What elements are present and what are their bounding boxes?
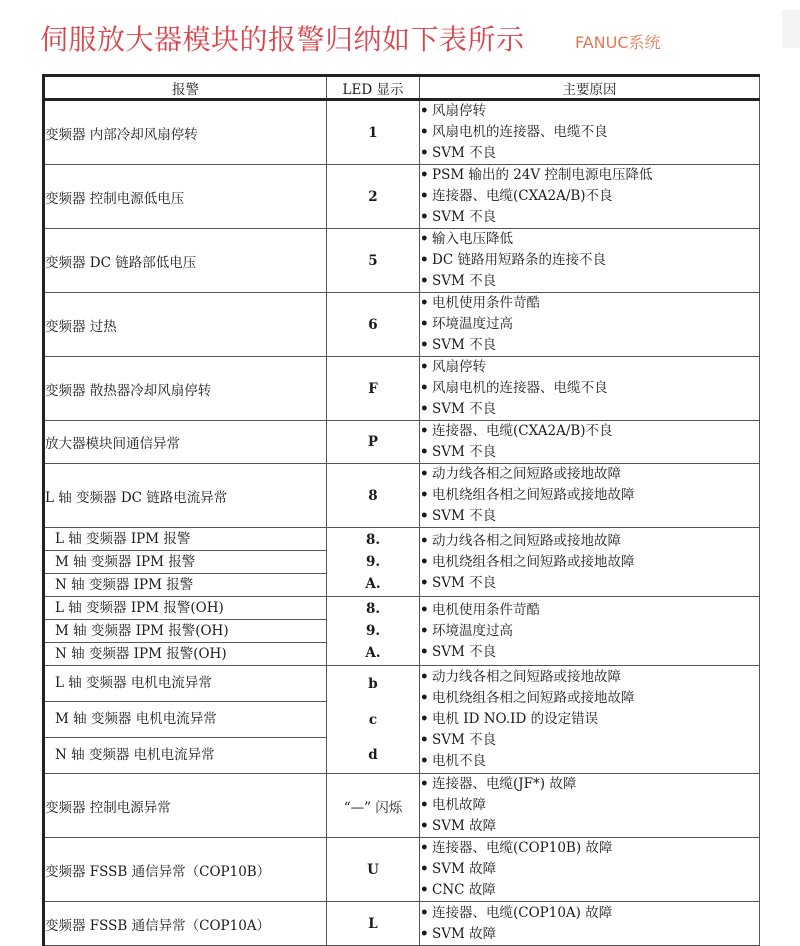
cause-item: • SVM 故障: [420, 924, 759, 945]
led-value: A.: [365, 576, 381, 592]
led-cell: 1: [327, 100, 420, 165]
led-cell: [327, 597, 420, 666]
alarm-line: N 轴 变频器 IPM 报警: [55, 577, 194, 593]
bullet-icon: •: [420, 669, 429, 685]
alarm-cell: 变频器 过热: [44, 293, 327, 357]
cause-item: • 电机使用条件苛酷: [420, 293, 759, 314]
led-value: 9.: [365, 623, 381, 639]
table-row: [44, 293, 760, 357]
led-value: c: [368, 712, 378, 728]
cause-item: • 连接器、电缆(CXA2A/B)不良: [420, 186, 759, 207]
alarm-line: N 轴 变频器 电机电流异常: [55, 747, 215, 763]
led-cell: [327, 528, 420, 597]
table-row: [44, 902, 760, 946]
bullet-icon: •: [420, 553, 429, 570]
led-value: 9.: [365, 554, 381, 570]
led-value: d: [368, 747, 378, 763]
bullet-icon: •: [420, 273, 429, 289]
causes-cell: [420, 666, 760, 774]
bullet-icon: •: [420, 103, 429, 119]
bullet-icon: •: [420, 380, 429, 396]
table-row: [44, 421, 760, 464]
header-alarm: 报警: [44, 76, 327, 100]
cause-item: • 电机使用条件苛酷: [420, 600, 759, 621]
bullet-icon: •: [420, 295, 429, 311]
alarm-cell: [44, 597, 327, 666]
led-cell: [327, 666, 420, 774]
bullet-icon: •: [420, 124, 429, 140]
bullet-icon: •: [420, 840, 429, 856]
cause-item: • 电机故障: [420, 795, 759, 816]
alarm-line: M 轴 变频器 IPM 报警(OH): [45, 620, 326, 643]
cause-item: • 环境温度过高: [420, 314, 759, 335]
bullet-icon: •: [420, 423, 429, 439]
cause-item: • PSM 输出的 24V 控制电源电压降低: [420, 165, 759, 186]
alarm-cell: [44, 528, 327, 597]
bullet-icon: •: [420, 904, 429, 921]
header-led: LED 显示: [327, 76, 420, 100]
led-cell: 2: [327, 165, 420, 229]
cause-item: • 动力线各相之间短路或接地故障: [420, 667, 759, 688]
causes-cell: [420, 528, 760, 597]
cause-item: • SVM 不良: [420, 573, 759, 594]
page-title: 伺服放大器模块的报警归纳如下表所示: [40, 23, 525, 56]
led-cell: 5: [327, 229, 420, 293]
alarm-cell: 变频器 FSSB 通信异常（COP10B）: [44, 838, 327, 902]
causes-cell: [420, 421, 760, 464]
causes-cell: [420, 774, 760, 838]
causes-cell: [420, 902, 760, 946]
alarm-cell: [44, 666, 327, 774]
bullet-icon: •: [420, 188, 429, 204]
table-row: [44, 229, 760, 293]
table-row: [44, 165, 760, 229]
causes-cell: [420, 229, 760, 293]
led-value: A.: [365, 645, 381, 661]
bullet-icon: •: [420, 574, 429, 591]
bullet-icon: •: [420, 401, 429, 417]
alarm-cell: 变频器 控制电源异常: [44, 774, 327, 838]
causes-cell: [420, 165, 760, 229]
cause-item: • 风扇电机的连接器、电缆不良: [420, 122, 759, 143]
bullet-icon: •: [420, 622, 429, 639]
bullet-icon: •: [420, 818, 429, 834]
alarm-cell: 变频器 内部冷却风扇停转: [44, 100, 327, 165]
table-row: [44, 100, 760, 165]
header-cause: 主要原因: [420, 76, 760, 100]
bullet-icon: •: [420, 711, 429, 727]
table-header-row: [44, 76, 760, 100]
cause-item: • 电机绕组各相之间短路或接地故障: [420, 485, 759, 506]
cause-item: • 电机不良: [420, 751, 759, 772]
bullet-icon: •: [420, 882, 429, 898]
cause-item: • DC 链路用短路条的连接不良: [420, 250, 759, 271]
table-body: [44, 100, 760, 946]
bullet-icon: •: [420, 466, 429, 482]
bullet-icon: •: [420, 337, 429, 353]
bullet-icon: •: [420, 532, 429, 549]
alarm-cell: 变频器 FSSB 通信异常（COP10A）: [44, 902, 327, 946]
bullet-icon: •: [420, 797, 429, 813]
bullet-icon: •: [420, 145, 429, 161]
cause-item: • SVM 不良: [420, 207, 759, 228]
alarm-cell: L 轴 变频器 DC 链路电流异常: [44, 464, 327, 528]
cause-item: • SVM 不良: [420, 730, 759, 751]
bullet-icon: •: [420, 231, 429, 247]
alarm-line: L 轴 变频器 IPM 报警(OH): [45, 597, 326, 620]
led-value: 8.: [365, 601, 381, 617]
led-cell: P: [327, 421, 420, 464]
table-row-group-motor-current: [44, 666, 760, 774]
cause-item: • SVM 不良: [420, 506, 759, 527]
cause-item: • SVM 故障: [420, 816, 759, 837]
led-value: 8.: [365, 532, 381, 548]
cause-item: • 风扇停转: [420, 357, 759, 378]
led-cell: U: [327, 838, 420, 902]
cause-item: • 电机绕组各相之间短路或接地故障: [420, 552, 759, 573]
cause-item: • SVM 不良: [420, 399, 759, 420]
alarm-line: N 轴 变频器 IPM 报警(OH): [55, 646, 227, 662]
led-cell: 8: [327, 464, 420, 528]
cause-item: • 环境温度过高: [420, 621, 759, 642]
led-cell: L: [327, 902, 420, 946]
bullet-icon: •: [420, 732, 429, 748]
led-value: b: [368, 676, 378, 692]
cause-item: • 连接器、电缆(JF*) 故障: [420, 774, 759, 795]
page-subtitle: FANUC系统: [575, 33, 661, 52]
alarm-line: L 轴 变频器 电机电流异常: [45, 666, 326, 702]
led-cell: F: [327, 357, 420, 421]
table-row: [44, 774, 760, 838]
bullet-icon: •: [420, 643, 429, 660]
cause-item: • 动力线各相之间短路或接地故障: [420, 531, 759, 552]
cause-item: • 输入电压降低: [420, 229, 759, 250]
cause-item: • SVM 不良: [420, 442, 759, 463]
cause-item: • 风扇停转: [420, 101, 759, 122]
bullet-icon: •: [420, 167, 429, 183]
cause-item: • 电机绕组各相之间短路或接地故障: [420, 688, 759, 709]
bullet-icon: •: [420, 316, 429, 332]
alarm-table: [42, 74, 760, 946]
cause-item: • 风扇电机的连接器、电缆不良: [420, 378, 759, 399]
table-row: [44, 464, 760, 528]
alarm-line: M 轴 变频器 电机电流异常: [45, 702, 326, 738]
bullet-icon: •: [420, 487, 429, 503]
cause-item: • SVM 不良: [420, 642, 759, 663]
bullet-icon: •: [420, 861, 429, 877]
alarm-cell: 变频器 散热器冷却风扇停转: [44, 357, 327, 421]
table-row-group-ipm-oh: [44, 597, 760, 666]
causes-cell: [420, 464, 760, 528]
bullet-icon: •: [420, 601, 429, 618]
alarm-cell: 变频器 DC 链路部低电压: [44, 229, 327, 293]
edge-strip: [782, 10, 800, 48]
bullet-icon: •: [420, 925, 429, 942]
alarm-line: M 轴 变频器 IPM 报警: [45, 551, 326, 574]
bullet-icon: •: [420, 252, 429, 268]
table-row: [44, 838, 760, 902]
led-cell: “—” 闪烁: [327, 774, 420, 838]
cause-item: • 电机 ID NO.ID 的设定错误: [420, 709, 759, 730]
table-row: [44, 357, 760, 421]
cause-item: • SVM 不良: [420, 271, 759, 292]
alarm-cell: 变频器 控制电源低电压: [44, 165, 327, 229]
cause-item: • 连接器、电缆(COP10A) 故障: [420, 903, 759, 924]
bullet-icon: •: [420, 209, 429, 225]
cause-item: • SVM 故障: [420, 859, 759, 880]
cause-item: • 动力线各相之间短路或接地故障: [420, 464, 759, 485]
bullet-icon: •: [420, 359, 429, 375]
bullet-icon: •: [420, 753, 429, 769]
cause-item: • CNC 故障: [420, 880, 759, 901]
cause-item: • SVM 不良: [420, 335, 759, 356]
bullet-icon: •: [420, 444, 429, 460]
causes-cell: [420, 838, 760, 902]
cause-item: • 连接器、电缆(COP10B) 故障: [420, 838, 759, 859]
causes-cell: [420, 357, 760, 421]
alarm-line: L 轴 变频器 IPM 报警: [45, 528, 326, 551]
bullet-icon: •: [420, 776, 429, 792]
causes-cell: [420, 597, 760, 666]
cause-item: • 连接器、电缆(CXA2A/B)不良: [420, 421, 759, 442]
causes-cell: [420, 100, 760, 165]
table-row-group-ipm: [44, 528, 760, 597]
causes-cell: [420, 293, 760, 357]
bullet-icon: •: [420, 508, 429, 524]
bullet-icon: •: [420, 690, 429, 706]
led-cell: 6: [327, 293, 420, 357]
alarm-cell: 放大器模块间通信异常: [44, 421, 327, 464]
cause-item: • SVM 不良: [420, 143, 759, 164]
